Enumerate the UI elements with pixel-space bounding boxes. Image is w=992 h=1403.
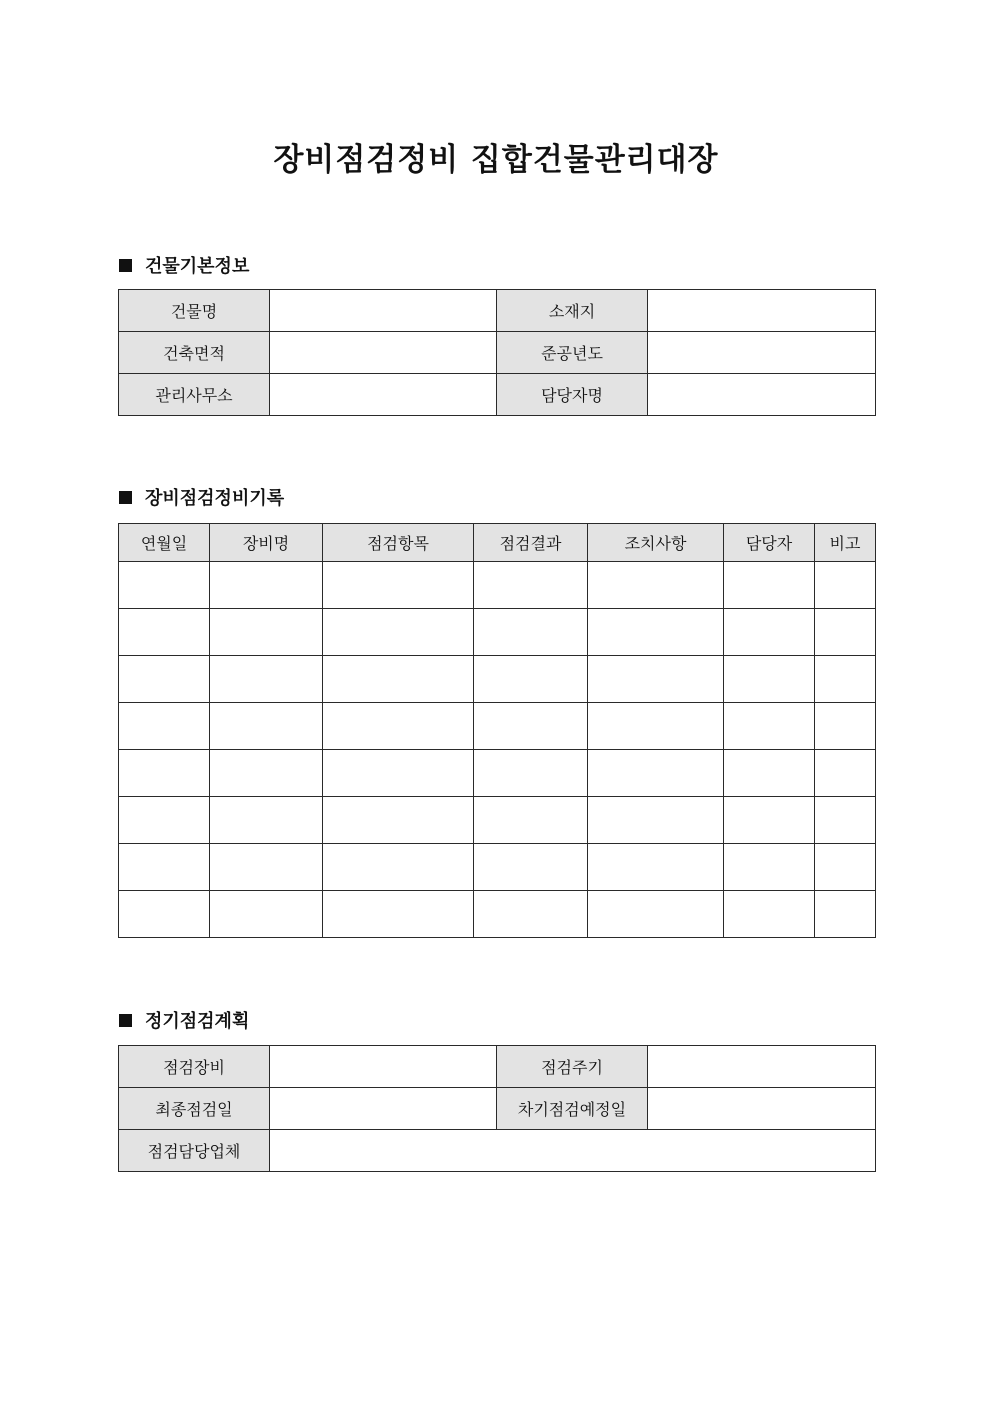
table-row xyxy=(119,703,876,750)
column-header-person-in-charge: 담당자 xyxy=(724,524,815,562)
inspection-result-cell[interactable] xyxy=(474,750,588,797)
section-heading-basic xyxy=(119,253,249,277)
square-bullet-icon xyxy=(119,259,132,272)
remarks-cell[interactable] xyxy=(815,891,876,938)
label-building-name: 건물명 xyxy=(119,290,270,332)
table-row xyxy=(119,374,876,416)
section-heading-records xyxy=(119,485,284,509)
basic-info-table xyxy=(118,289,876,416)
label-inspection-equipment: 점검장비 xyxy=(119,1046,270,1088)
table-row xyxy=(119,609,876,656)
table-row xyxy=(119,1088,876,1130)
table-row xyxy=(119,290,876,332)
person-in-charge-cell[interactable] xyxy=(724,750,815,797)
date-cell[interactable] xyxy=(119,562,210,609)
record-table-body xyxy=(119,562,876,938)
inspection-equipment-field[interactable] xyxy=(270,1046,497,1088)
inspection-result-cell[interactable] xyxy=(474,656,588,703)
inspection-item-cell[interactable] xyxy=(323,750,474,797)
column-header-action-taken: 조치사항 xyxy=(588,524,724,562)
person-in-charge-cell[interactable] xyxy=(724,844,815,891)
page-title: 장비점검정비 집합건물관리대장 xyxy=(273,142,719,178)
inspection-cycle-field[interactable] xyxy=(648,1046,876,1088)
person-in-charge-cell[interactable] xyxy=(724,562,815,609)
table-row xyxy=(119,1130,876,1172)
completion-year-field[interactable] xyxy=(648,332,876,374)
section-heading-basic-text: 건물기본정보 xyxy=(145,256,250,277)
section-heading-plan-text: 정기점검계획 xyxy=(145,1011,250,1032)
section-heading-records-text: 장비점검정비기록 xyxy=(145,488,285,509)
inspection-company-field[interactable] xyxy=(270,1130,876,1172)
last-inspection-date-field[interactable] xyxy=(270,1088,497,1130)
equipment-cell[interactable] xyxy=(210,797,323,844)
inspection-item-cell[interactable] xyxy=(323,797,474,844)
person-in-charge-cell[interactable] xyxy=(724,609,815,656)
column-header-inspection-item: 점검항목 xyxy=(323,524,474,562)
equipment-cell[interactable] xyxy=(210,891,323,938)
table-row xyxy=(119,750,876,797)
building-area-field[interactable] xyxy=(270,332,497,374)
inspection-result-cell[interactable] xyxy=(474,609,588,656)
remarks-cell[interactable] xyxy=(815,703,876,750)
date-cell[interactable] xyxy=(119,844,210,891)
column-header-date: 연월일 xyxy=(119,524,210,562)
inspection-item-cell[interactable] xyxy=(323,562,474,609)
table-row xyxy=(119,562,876,609)
manager-name-field[interactable] xyxy=(648,374,876,416)
next-inspection-date-field[interactable] xyxy=(648,1088,876,1130)
equipment-cell[interactable] xyxy=(210,844,323,891)
table-row xyxy=(119,844,876,891)
table-row xyxy=(119,891,876,938)
label-location: 소재지 xyxy=(497,290,648,332)
equipment-cell[interactable] xyxy=(210,562,323,609)
table-row xyxy=(119,332,876,374)
square-bullet-icon xyxy=(119,491,132,504)
label-completion-year: 준공년도 xyxy=(497,332,648,374)
label-building-area: 건축면적 xyxy=(119,332,270,374)
remarks-cell[interactable] xyxy=(815,656,876,703)
inspection-result-cell[interactable] xyxy=(474,562,588,609)
management-office-field[interactable] xyxy=(270,374,497,416)
remarks-cell[interactable] xyxy=(815,609,876,656)
label-manager-name: 담당자명 xyxy=(497,374,648,416)
equipment-cell[interactable] xyxy=(210,656,323,703)
inspection-result-cell[interactable] xyxy=(474,703,588,750)
date-cell[interactable] xyxy=(119,609,210,656)
inspection-item-cell[interactable] xyxy=(323,656,474,703)
maintenance-record-table xyxy=(118,523,876,938)
table-row xyxy=(119,797,876,844)
date-cell[interactable] xyxy=(119,656,210,703)
action-taken-cell[interactable] xyxy=(588,891,724,938)
section-heading-plan xyxy=(119,1008,249,1032)
square-bullet-icon xyxy=(119,1014,132,1027)
equipment-cell[interactable] xyxy=(210,750,323,797)
person-in-charge-cell[interactable] xyxy=(724,703,815,750)
action-taken-cell[interactable] xyxy=(588,562,724,609)
inspection-result-cell[interactable] xyxy=(474,797,588,844)
inspection-result-cell[interactable] xyxy=(474,891,588,938)
person-in-charge-cell[interactable] xyxy=(724,656,815,703)
label-management-office: 관리사무소 xyxy=(119,374,270,416)
label-inspection-cycle: 점검주기 xyxy=(497,1046,648,1088)
action-taken-cell[interactable] xyxy=(588,703,724,750)
remarks-cell[interactable] xyxy=(815,750,876,797)
table-header-row xyxy=(119,524,876,562)
action-taken-cell[interactable] xyxy=(588,609,724,656)
action-taken-cell[interactable] xyxy=(588,750,724,797)
date-cell[interactable] xyxy=(119,703,210,750)
action-taken-cell[interactable] xyxy=(588,656,724,703)
column-header-equipment: 장비명 xyxy=(210,524,323,562)
table-row xyxy=(119,1046,876,1088)
inspection-item-cell[interactable] xyxy=(323,844,474,891)
person-in-charge-cell[interactable] xyxy=(724,891,815,938)
equipment-cell[interactable] xyxy=(210,609,323,656)
inspection-result-cell[interactable] xyxy=(474,844,588,891)
inspection-plan-table xyxy=(118,1045,876,1172)
column-header-inspection-result: 점검결과 xyxy=(474,524,588,562)
date-cell[interactable] xyxy=(119,891,210,938)
action-taken-cell[interactable] xyxy=(588,844,724,891)
date-cell[interactable] xyxy=(119,797,210,844)
location-field[interactable] xyxy=(648,290,876,332)
equipment-cell[interactable] xyxy=(210,703,323,750)
label-next-inspection-date: 차기점검예정일 xyxy=(497,1088,648,1130)
person-in-charge-cell[interactable] xyxy=(724,797,815,844)
building-name-field[interactable] xyxy=(270,290,497,332)
table-row xyxy=(119,656,876,703)
action-taken-cell[interactable] xyxy=(588,797,724,844)
remarks-cell[interactable] xyxy=(815,797,876,844)
remarks-cell[interactable] xyxy=(815,562,876,609)
inspection-item-cell[interactable] xyxy=(323,609,474,656)
date-cell[interactable] xyxy=(119,750,210,797)
label-last-inspection-date: 최종점검일 xyxy=(119,1088,270,1130)
remarks-cell[interactable] xyxy=(815,844,876,891)
inspection-item-cell[interactable] xyxy=(323,891,474,938)
column-header-remarks: 비고 xyxy=(815,524,876,562)
inspection-item-cell[interactable] xyxy=(323,703,474,750)
label-inspection-company: 점검담당업체 xyxy=(119,1130,270,1172)
